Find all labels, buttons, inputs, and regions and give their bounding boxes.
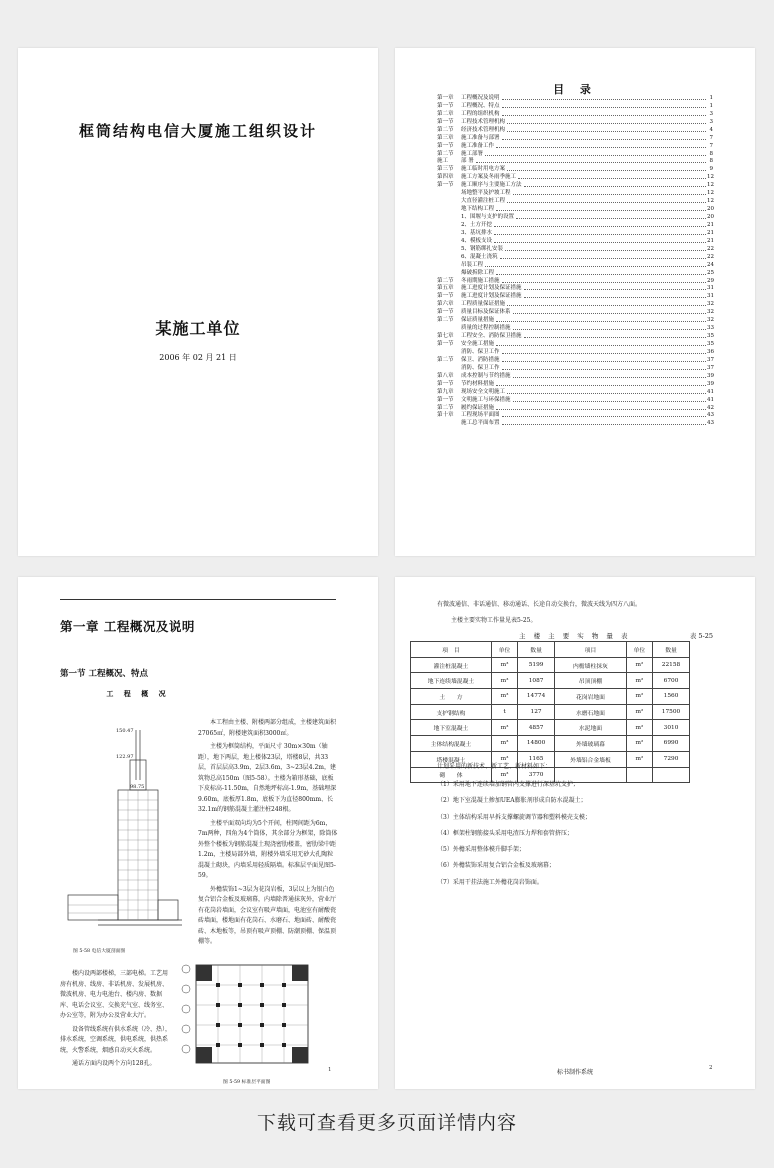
download-caption: 下载可查看更多页面详情内容: [256, 1112, 517, 1134]
toc-item-page: 9: [709, 166, 713, 173]
toc-item-text: 1、围堰与支护的设置: [461, 214, 514, 220]
table-cell: m²: [626, 689, 652, 705]
toc-item-page: 22: [707, 245, 714, 252]
toc-item: [437, 134, 713, 142]
toc-item-page: 35: [707, 341, 714, 347]
toc-item-page: 37: [707, 356, 714, 363]
table-cell: 6700: [653, 673, 690, 689]
toc-item-text: 工程概况、特点: [461, 102, 500, 109]
toc-item: [437, 102, 713, 110]
toc-item-page: 41: [707, 388, 714, 395]
toc-item-page: 21: [707, 229, 714, 236]
list-item: （7）采用干挂法施工外檐花岗岩饰面。: [437, 878, 543, 886]
header-cell: 项 目: [411, 642, 492, 658]
elevation-label: 122.97: [116, 754, 134, 760]
toc-item-text: 吊装工程: [461, 261, 484, 268]
toc-item-number: 第二节: [437, 317, 454, 324]
toc-item: [437, 277, 713, 285]
body-text-left: [60, 969, 172, 1073]
intro-line: 主楼主要实物工作量见表5-25。: [451, 617, 537, 624]
toc-item-page: 25: [707, 269, 714, 276]
toc-item-number: 第二节: [437, 126, 454, 133]
toc-item-number: 第二节: [437, 356, 454, 363]
toc-item-text: 大直径灌注桩工程: [461, 198, 506, 205]
body-text-right: [198, 718, 338, 951]
toc-item-text: 施工进度计划及保证措施: [461, 293, 522, 300]
toc-item-page: 21: [707, 221, 714, 228]
toc-item-text: 施工进度计划及保证措施: [461, 285, 522, 292]
figure-58-caption: 图 5-58 电信大厦剖面图: [73, 949, 126, 954]
toc-item: [437, 372, 713, 380]
table-cell: 14800: [518, 736, 555, 752]
table-cell: m³: [491, 689, 517, 705]
toc-item-text: 现场安全文明施工: [461, 388, 506, 395]
toc-item: [437, 142, 713, 150]
toc-item-text: 冬雨期施工措施: [461, 277, 500, 284]
table-cell: 吊顶顶棚: [555, 673, 627, 689]
toc-item-text: 场地整平及护坡工程: [461, 190, 511, 197]
toc-leader-dots: [502, 107, 706, 108]
chapter-title: 第一章 工程概况及说明: [60, 619, 195, 634]
toc-item-number: 施工: [437, 158, 449, 165]
list-item: （6）外檐装饰采用复合铝合金板及玻璃幕；: [437, 862, 555, 870]
paragraph: 楼内设两部楼梯，三部电梯。工艺用房有机房、线房、非话机房、发展机房、微波机房、电力电池台、楼内房、数据库、电话会议室、交换充气室、线务室、办公室等，附为办公及营业大厅。: [60, 970, 169, 1019]
toc-item-number: 第二节: [437, 277, 454, 284]
sub-title: 工 程 概 况: [106, 689, 170, 698]
table-cell: m³: [491, 657, 517, 673]
toc-item-page: 35: [707, 333, 714, 340]
toc-leader-dots: [502, 139, 706, 140]
toc-item: [437, 380, 713, 388]
table-number: 表 5-25: [689, 632, 713, 640]
toc-item-page: 31: [707, 285, 714, 292]
toc-item: [437, 364, 713, 372]
toc-item-text: 工程安全、消防保卫措施: [461, 333, 522, 340]
toc-leader-dots: [502, 424, 706, 425]
intro-line: 有微波通信、非话通信、移动通话、长途自动交换台，微波天线为四方八面。: [437, 601, 642, 608]
toc-item: [437, 253, 713, 261]
toc-item-text: 质量的过程控制措施: [461, 325, 511, 332]
list-item: （1）采用地下连续墙加钢管内支撑进行深基坑支护；: [437, 781, 579, 788]
toc-item-number: 第一节: [437, 309, 454, 316]
toc-leader-dots: [513, 329, 706, 330]
table-cell: 1087: [518, 673, 555, 689]
table-cell: 砌 体: [411, 767, 492, 783]
toc-item: [437, 308, 713, 316]
toc-list: [437, 94, 713, 427]
toc-leader-dots: [502, 115, 706, 116]
table-cell: m³: [491, 673, 517, 689]
toc-leader-dots: [507, 202, 706, 203]
cover-title: 框筒结构电信大厦施工组织设计: [78, 122, 317, 140]
paragraph: 设备管线系统有供水系统（冷、热），排水系统，空调系统，供电系统，供热系统，火警系统，烟感自动灭火系统。: [60, 1025, 172, 1054]
toc-item-text: 节约材料措施: [461, 380, 495, 387]
chapter-page: [18, 577, 378, 1089]
toc-leader-dots: [518, 178, 706, 179]
table-cell: 花岗岩地面: [555, 689, 627, 705]
table-cell: 3770: [518, 767, 555, 783]
toc-item-number: 第一节: [437, 102, 454, 109]
footer-text: 标书制作系统: [556, 1069, 593, 1076]
toc-item-text: 爆破拆除工程: [461, 269, 495, 276]
toc-item-page: 3: [709, 118, 713, 125]
toc-item-number: 第三章: [437, 134, 454, 141]
toc-item-number: 第二章: [437, 110, 454, 117]
toc-item-page: 29: [707, 277, 714, 284]
toc-item-page: 12: [707, 182, 714, 189]
toc-leader-dots: [507, 393, 706, 394]
toc-item: [437, 94, 713, 102]
toc-item-page: 43: [707, 412, 714, 419]
table-row: [411, 657, 690, 673]
toc-item-page: 1: [709, 94, 713, 101]
toc-item-text: 保证质量措施: [461, 317, 495, 324]
toc-item: [437, 324, 713, 332]
toc-leader-dots: [494, 242, 706, 243]
toc-item-text: 消防、保卫工作: [461, 348, 500, 355]
paragraph: 主楼为框筒结构，平面尺寸 30m×30m（轴距），地下两层，地上楼体23层，塔楼8层，共33层，首层层高3.9m，2层3.6m，3~23层4.2m，建筑物总高150m（图5-58）。主楼为箱形基础，底板下皮标高-11.50m，自然地坪标高-1.9m，基础埋深9.60m，底板厚1.8m，底板下为直径800mm、长32.1m的钢筋混凝土灌注桩248根。: [198, 743, 337, 813]
toc-item-number: 第一节: [437, 341, 454, 347]
toc-item-page: 22: [707, 253, 714, 260]
toc-item-text: 工程现场平面图: [461, 412, 500, 419]
toc-item: [437, 348, 713, 356]
toc-item-page: 33: [707, 325, 714, 332]
toc-item-number: 第一节: [437, 380, 454, 387]
toc-item-page: 32: [707, 301, 714, 308]
table-cell: 17500: [653, 704, 690, 720]
toc-item: [437, 205, 713, 213]
toc-item-page: 21: [707, 237, 714, 244]
toc-leader-dots: [513, 377, 706, 378]
toc-item: [437, 126, 713, 134]
paragraph: 通话方面内设两个方向128孔。: [72, 1060, 156, 1067]
header-cell: 单位: [491, 642, 517, 658]
toc-item: [437, 388, 713, 396]
toc-item: [437, 300, 713, 308]
tech-list: [437, 777, 713, 891]
toc-item: [437, 237, 713, 245]
toc-leader-dots: [502, 353, 706, 354]
toc-item-page: 3: [709, 110, 713, 117]
table-cell: 内檐墙柱抹灰: [555, 657, 627, 673]
toc-leader-dots: [496, 345, 706, 346]
toc-item-page: 31: [707, 293, 714, 300]
toc-item-page: 32: [707, 309, 714, 316]
table-cell: 地下连续墙混凝土: [411, 673, 492, 689]
table-cell: m²: [626, 657, 652, 673]
toc-item: [437, 404, 713, 412]
figure-59-caption: 图 5-59 标准层平面图: [223, 1080, 271, 1085]
toc-item: [437, 229, 713, 237]
table-cell: m³: [491, 751, 517, 767]
section-title: 第一节 工程概况、特点: [60, 669, 148, 679]
table-cell: t: [491, 704, 517, 720]
toc-item: [437, 292, 713, 300]
toc-item-text: 履约保证措施: [461, 404, 495, 411]
table-cell: 土 方: [411, 689, 492, 705]
toc-item-page: 41: [707, 396, 714, 403]
toc-item-text: 施工方案及冬雨季施工: [461, 174, 517, 181]
list-item: （3）主体结构采用早拆支撑螺旋调节器和塑料模壳支模；: [437, 813, 591, 821]
toc-item: [437, 356, 713, 364]
toc-item: [437, 419, 713, 427]
header-cell: 数量: [518, 642, 555, 658]
page-number: 1: [328, 1067, 332, 1073]
table-cell: 3010: [653, 720, 690, 736]
toc-item: [437, 150, 713, 158]
toc-item-number: 第七章: [437, 333, 454, 340]
toc-item-number: 第一节: [437, 182, 454, 189]
elevation-label: 98.75: [130, 784, 145, 790]
toc-leader-dots: [496, 385, 706, 386]
toc-leader-dots: [496, 210, 706, 211]
table-cell: m³: [491, 720, 517, 736]
cover-unit: 某施工单位: [155, 319, 241, 338]
toc-item-page: 8: [709, 150, 713, 157]
table-cell: 4857: [518, 720, 555, 736]
table-cell: 外墙玻璃幕: [555, 736, 627, 752]
toc-leader-dots: [513, 194, 706, 195]
toc-item: [437, 213, 713, 221]
table-cell: m²: [626, 751, 652, 767]
cover-date: 2006 年 02 月 21 日: [159, 353, 237, 362]
toc-leader-dots: [485, 266, 706, 267]
table-row: [411, 704, 690, 720]
toc-leader-dots: [513, 313, 706, 314]
table-row: [411, 720, 690, 736]
table-cell: 14774: [518, 689, 555, 705]
toc-leader-dots: [476, 162, 706, 163]
toc-item: [437, 197, 713, 205]
toc-item: [437, 269, 713, 277]
toc-leader-dots: [516, 218, 706, 219]
toc-item-page: 39: [707, 380, 714, 387]
table-cell: 22158: [653, 657, 690, 673]
toc-item-text: 保卫、消防措施: [461, 356, 500, 363]
toc-item: [437, 118, 713, 126]
toc-leader-dots: [496, 409, 706, 410]
toc-leader-dots: [524, 186, 706, 187]
toc-title: 目 录: [553, 83, 597, 96]
toc-item-number: 第五章: [437, 285, 454, 292]
table-cell: 水泥地面: [555, 720, 627, 736]
toc-item: [437, 285, 713, 293]
header-cell: 项目: [555, 642, 627, 658]
toc-item-page: 42: [707, 404, 714, 411]
cover-page: [18, 48, 378, 556]
toc-item-text: 施工总平面布置: [461, 420, 500, 427]
toc-leader-dots: [524, 337, 706, 338]
toc-leader-dots: [507, 123, 706, 124]
toc-item: [437, 245, 713, 253]
table-cell: 地下室混凝土: [411, 720, 492, 736]
table-cell: 127: [518, 704, 555, 720]
toc-item-number: 第九章: [437, 388, 454, 395]
toc-item-page: 24: [707, 261, 714, 268]
list-item: （5）外檐采用整体模升脚手架；: [437, 846, 525, 854]
toc-item: [437, 316, 713, 324]
toc-item-page: 39: [707, 372, 714, 379]
toc-item-text: 文明施工与环保措施: [461, 396, 511, 403]
toc-item-text: 施工临时用电方案: [461, 166, 506, 173]
table-cell: 灌注桩混凝土: [411, 657, 492, 673]
toc-page: [395, 48, 755, 556]
toc-leader-dots: [507, 131, 706, 132]
toc-item-page: 7: [709, 134, 713, 141]
table-cell: 水磨石地面: [555, 704, 627, 720]
table-cell: 外墙铝合金墙板: [555, 751, 627, 767]
toc-leader-dots: [502, 369, 706, 370]
toc-item: [437, 181, 713, 189]
toc-item: [437, 110, 713, 118]
table-cell: m²: [626, 704, 652, 720]
header-cell: 单位: [626, 642, 652, 658]
toc-leader-dots: [494, 234, 706, 235]
toc-leader-dots: [502, 282, 706, 283]
toc-item-number: 第一节: [437, 396, 454, 403]
toc-item-number: 第一节: [437, 142, 454, 149]
toc-item-page: 12: [707, 198, 714, 205]
toc-item-text: 工程概况及说明: [461, 94, 500, 101]
toc-item-text: 施工准备与部署: [461, 134, 500, 141]
toc-leader-dots: [494, 226, 706, 227]
table-row: [411, 689, 690, 705]
toc-leader-dots: [496, 274, 706, 275]
toc-item-number: 第二节: [437, 404, 454, 411]
toc-item-text: 地下结构工程: [461, 206, 495, 213]
toc-leader-dots: [500, 258, 707, 259]
toc-item-text: 施工部署: [461, 150, 484, 157]
toc-leader-dots: [507, 305, 706, 306]
toc-leader-dots: [502, 361, 706, 362]
list-item: （4）框架柱钢筋接头采用电渣压力焊和套管挤压；: [437, 829, 573, 837]
toc-item-page: 7: [709, 142, 713, 149]
toc-item-page: 36: [707, 348, 714, 355]
toc-item-text: 6、混凝土浇筑: [461, 253, 498, 260]
toc-item: [437, 332, 713, 340]
toc-leader-dots: [505, 250, 706, 251]
toc-item: [437, 261, 713, 269]
table-row: [411, 736, 690, 752]
toc-item-text: 施工顺序与主要施工方法: [461, 182, 522, 189]
toc-item-page: 1: [709, 102, 713, 109]
toc-item-text: 施工准备工作: [461, 142, 495, 149]
toc-item-text: 3、基坑排水: [461, 229, 492, 236]
toc-item: [437, 412, 713, 420]
toc-item-text: 安全施工措施: [461, 341, 495, 347]
toc-leader-dots: [524, 297, 706, 298]
paragraph: 本工程由主楼、附楼两部分组成，主楼建筑面积27065㎡，附楼建筑面积3000㎡。: [198, 719, 337, 737]
toc-item: [437, 173, 713, 181]
toc-item-text: 质量目标及保证体系: [461, 309, 511, 316]
toc-item-text: 4、模板支设: [461, 237, 492, 244]
toc-item-number: 第四章: [437, 174, 454, 181]
toc-item-text: 2、土方开挖: [461, 221, 492, 228]
toc-item-page: 12: [707, 190, 714, 197]
toc-item-number: 第三节: [437, 166, 454, 173]
toc-item-text: 成本控制与节约措施: [461, 372, 511, 379]
toc-item: [437, 189, 713, 197]
table-cell: 塔楼混凝土: [411, 751, 492, 767]
toc-item-page: 37: [707, 364, 714, 371]
toc-item-text: 经济技术管理机构: [461, 126, 506, 133]
toc-item-page: 4: [709, 126, 713, 133]
toc-item-number: 第八章: [437, 372, 454, 379]
toc-leader-dots: [507, 170, 706, 171]
toc-item-page: 43: [707, 420, 714, 427]
toc-item-page: 20: [707, 206, 714, 213]
toc-leader-dots: [502, 99, 706, 100]
toc-leader-dots: [502, 416, 706, 417]
toc-item-page: 20: [707, 214, 714, 220]
table-cell: m³: [491, 736, 517, 752]
table-cell: 7290: [653, 751, 690, 767]
toc-item-text: 工程质量保证措施: [461, 301, 506, 308]
toc-item-number: 第二节: [437, 150, 454, 157]
table-cell: 支护钢结构: [411, 704, 492, 720]
table-title: 主 楼 主 要 实 物 量 表: [519, 632, 631, 640]
toc-item-text: 5、钢筋绑扎安装: [461, 245, 503, 252]
table-cell: 1560: [653, 689, 690, 705]
table-cell: 主体结构混凝土: [411, 736, 492, 752]
table-cell: 5199: [518, 657, 555, 673]
header-cell: 数量: [653, 642, 690, 658]
toc-item-text: 工程技术管理机构: [461, 118, 506, 125]
toc-leader-dots: [496, 321, 706, 322]
table-header-row: [411, 642, 690, 658]
toc-leader-dots: [496, 147, 706, 148]
toc-item: [437, 396, 713, 404]
toc-item: [437, 158, 713, 166]
toc-item-text: 消防、保卫工作: [461, 364, 500, 371]
toc-item: [437, 221, 713, 229]
table-page: [395, 577, 755, 1089]
paragraph: 主楼平面双向均为5个开间，柱网间距为6m，7m两种，四角为4个筒体，其余部分为框架，除筒体外整个楼板为钢筋混凝土现浇密肋楼盖，密肋梁中距1.2m，主楼局部外墙，附楼外墙采用无砂大孔陶粒混凝土砌块，内墙采用轻质隔墙。标准层平面见图5-59。: [198, 819, 338, 879]
toc-item-text: 部 署: [461, 158, 474, 165]
toc-leader-dots: [524, 289, 706, 290]
elevation-label: 150.47: [116, 728, 134, 734]
toc-item-number: 第六章: [437, 301, 454, 308]
header-rule: [60, 599, 336, 600]
toc-item-page: 8: [709, 158, 713, 165]
table-cell: 6990: [653, 736, 690, 752]
toc-leader-dots: [485, 155, 706, 156]
paragraph: 外檐装饰1~3层为花岗岩板，3层以上为银白色复合铝合金板及玻璃幕，内墙除普通抹灰外，营业厅有花岗岩墙面，会议室有吸声墙面，电池室有耐酸瓷砖墙面，楼地面有花岗石、水磨石、地面砖、耐酸瓷砖、木地板等，吊顶有吸声顶棚、防潮顶棚、保温顶棚等。: [198, 885, 337, 945]
table-row: [411, 673, 690, 689]
building-section-figure: [58, 720, 190, 942]
toc-item-page: 12: [707, 174, 714, 181]
table-cell: m³: [491, 767, 517, 783]
table-cell: m²: [626, 720, 652, 736]
table-cell: m²: [626, 673, 652, 689]
toc-item: [437, 340, 713, 348]
toc-item: [437, 165, 713, 173]
toc-item-number: 第一章: [437, 94, 454, 101]
toc-item-number: 第一节: [437, 118, 454, 125]
floor-plan-figure: [178, 957, 328, 1075]
page-number: 2: [709, 1065, 713, 1071]
toc-item-number: 第十章: [437, 412, 454, 419]
toc-item-page: 32: [707, 317, 714, 324]
toc-leader-dots: [513, 401, 706, 402]
tech-intro: 计划采用的新技术、新工艺、新材料如下：: [437, 763, 552, 770]
toc-item-text: 工程的组织机构: [461, 110, 500, 117]
table-cell: m²: [626, 736, 652, 752]
toc-item-number: 第一节: [437, 293, 454, 300]
table-cell: 1165: [518, 751, 555, 767]
list-item: （2）地下室混凝土掺加UEA膨胀剂形成自防水混凝土；: [437, 797, 587, 805]
